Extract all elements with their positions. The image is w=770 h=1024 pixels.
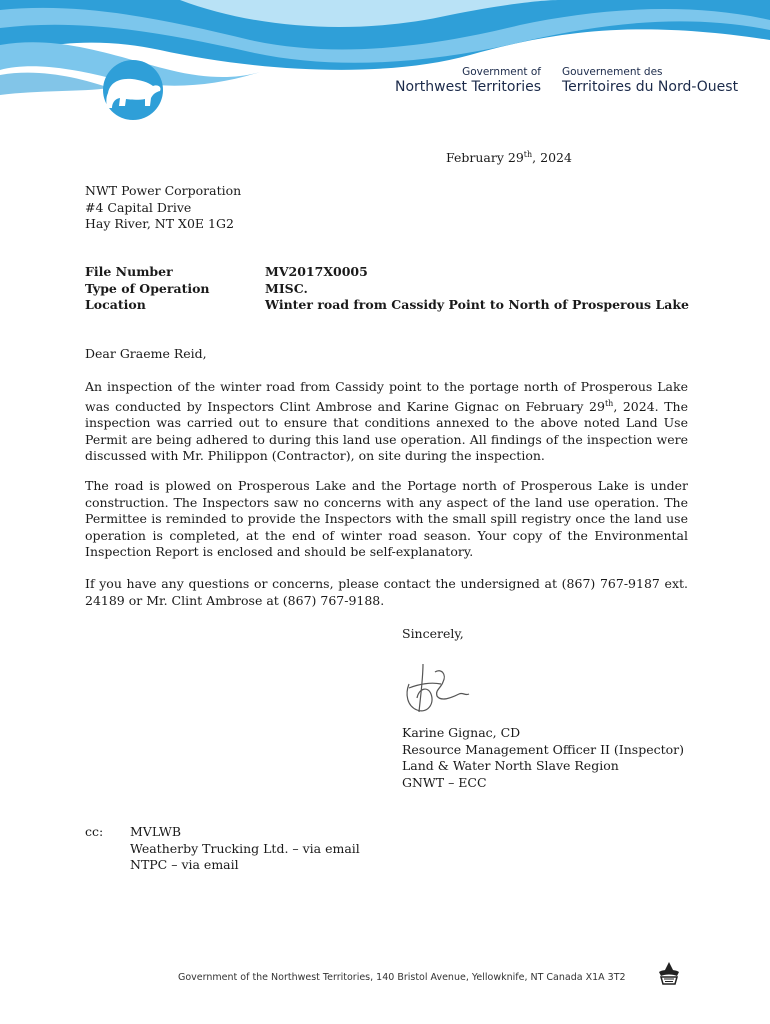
- footer-address: Government of the Northwest Territories, 140 Bristol Avenue, Yellowknife, NT Canada X1A 3T2: [178, 972, 626, 983]
- letterhead-english: [395, 66, 541, 95]
- address-line: #4 Capital Drive: [85, 199, 192, 215]
- polar-bear-logo: [103, 60, 163, 120]
- body-paragraph-1: [85, 379, 688, 465]
- letter-date: [446, 150, 572, 165]
- cc-recipient: Weatherby Trucking Ltd. – via email: [130, 840, 360, 856]
- handwritten-signature: [395, 654, 475, 722]
- recipient-address: [85, 183, 241, 233]
- file-number-label: File Number: [85, 264, 173, 279]
- cc-list: [130, 824, 360, 874]
- gnwt-emblem-icon: [655, 960, 683, 986]
- gov-fr-title: Territoires du Nord-Ouest: [562, 79, 739, 95]
- cc-label: cc:: [85, 824, 104, 839]
- address-line: NWT Power Corporation: [85, 183, 242, 198]
- signatory-title: Resource Management Officer II (Inspector): [402, 741, 685, 757]
- signatory-block: [402, 725, 684, 791]
- paragraph-text: , 2024. The inspection was carried out to ensure that conditions annexed to the above noted Land Use Permit are being adhered to during this land use operation. All findings of the inspection were discussed with Mr. Philippon (Contractor), on site during the inspection.: [85, 398, 688, 464]
- operation-type-value: MISC.: [265, 280, 308, 296]
- file-number-value: MV2017X0005: [265, 264, 368, 279]
- date-day: February 29: [446, 150, 524, 166]
- date-suffix: th: [523, 150, 533, 159]
- body-paragraph-2: The road is plowed on Prosperous Lake and the Portage north of Prosperous Lake is under construction. The Inspectors saw no concerns with any aspect of the land use operation. The Permittee is reminded to provide the Inspectors with the small spill registry once the land use operation is completed, at the end of winter road season. Your copy of the Environmental Inspection Report is enclosed and should be self-explanatory.: [85, 478, 688, 559]
- signatory-name: Karine Gignac, CD: [402, 725, 521, 740]
- reference-labels: [85, 264, 210, 314]
- location-label: Location: [85, 297, 146, 312]
- signatory-region: Land & Water North Slave Region: [402, 758, 619, 773]
- paragraph-text: An inspection of the winter road from Cassidy point to the portage north of Prosperous Lake was conducted by Inspectors Clint Ambrose and Karine Gignac on February 29: [85, 379, 688, 414]
- cc-recipient: MVLWB: [130, 824, 182, 839]
- letterhead-french: [562, 66, 738, 95]
- body-paragraph-3: If you have any questions or concerns, please contact the undersigned at (867) 767-9187 ext. 24189 or Mr. Clint Ambrose at (867) 767-9188.: [85, 576, 688, 608]
- gov-fr-small: Gouvernement des: [562, 66, 663, 78]
- gov-en-title: Northwest Territories: [395, 79, 542, 95]
- closing: Sincerely,: [402, 626, 464, 641]
- operation-type-label: Type of Operation: [85, 280, 210, 296]
- gov-en-small: Government of: [462, 66, 542, 78]
- location-value: Winter road from Cassidy Point to North of Prosperous Lake: [265, 297, 689, 312]
- address-line: Hay River, NT X0E 1G2: [85, 216, 234, 231]
- salutation: Dear Graeme Reid,: [85, 346, 207, 361]
- signatory-department: GNWT – ECC: [402, 774, 487, 790]
- paragraph-superscript: th: [604, 398, 614, 408]
- date-year: , 2024: [532, 150, 572, 166]
- reference-values: [265, 264, 689, 314]
- letterhead-banner: [0, 0, 770, 130]
- cc-recipient: NTPC – via email: [130, 857, 239, 872]
